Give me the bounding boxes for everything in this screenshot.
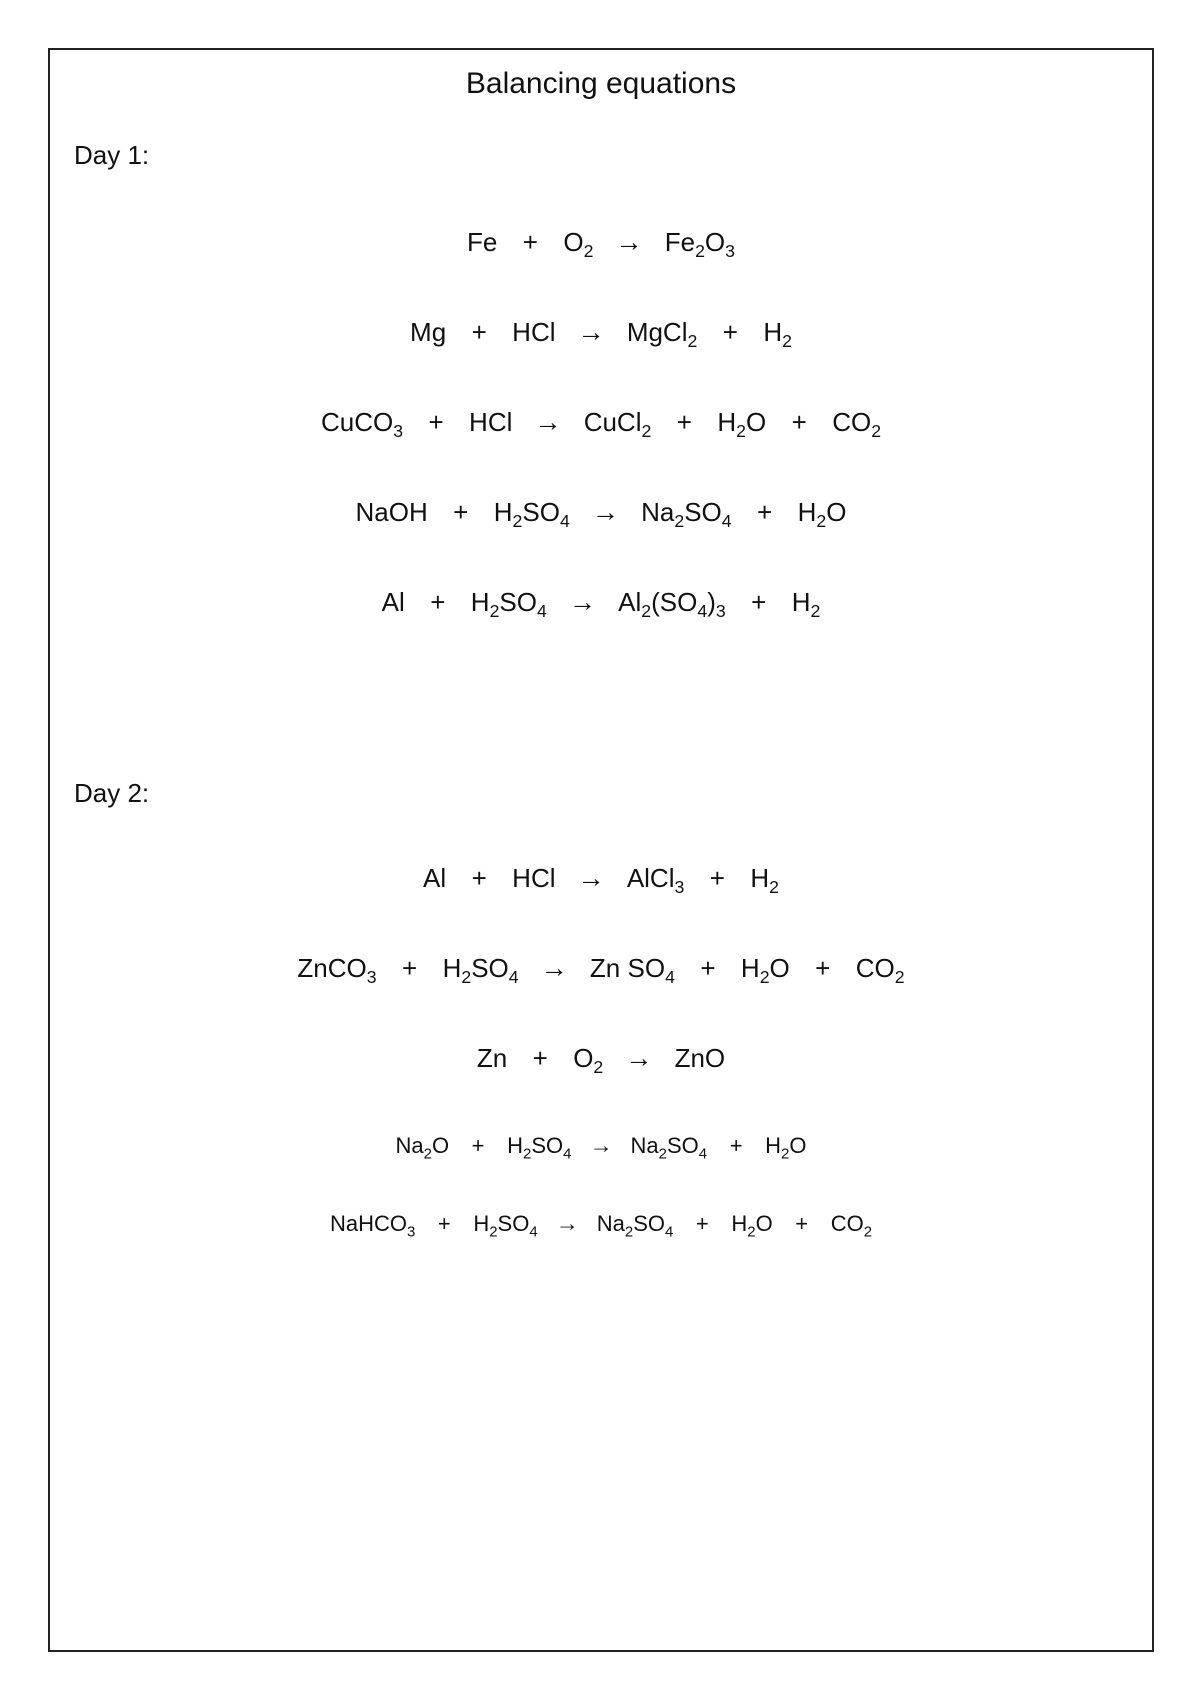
reactant-term: HCl (512, 863, 556, 893)
reactant-term: $H_2SO_4$ (493, 497, 570, 532)
plus-sign: + (453, 497, 469, 527)
equation-row (50, 862, 1152, 898)
product-term: $Al_2(SO_4)_3$ (618, 587, 726, 622)
equation-row (50, 586, 1152, 622)
plus-sign: + (815, 953, 831, 983)
plus-sign: + (471, 863, 487, 893)
yields-arrow-icon: → (577, 316, 605, 347)
reactant-term: Mg (410, 317, 447, 347)
reactant-term: $Na_2O$ (395, 1133, 450, 1163)
plus-sign: + (401, 953, 418, 983)
product-term: $H_2O$ (731, 1211, 773, 1241)
reactant-term: Al (381, 587, 405, 617)
plus-sign: + (428, 407, 444, 437)
reactant-term: $H_2SO_4$ (470, 587, 547, 622)
product-term: $H_2$ (763, 317, 792, 352)
equation-row (50, 952, 1152, 988)
product-term: $Na_2SO_4$ (630, 1133, 708, 1163)
reactant-term: Al (423, 863, 447, 893)
day-1-label: Day 1: (74, 140, 150, 170)
product-term: MgCl$_2$ (626, 317, 698, 352)
reactant-term: $H_2SO_4$ (442, 953, 519, 988)
plus-sign: + (695, 1211, 709, 1236)
worksheet (48, 48, 1154, 1652)
equation-row (50, 1042, 1152, 1078)
plus-sign: + (700, 953, 716, 983)
reactant-term: NaOH (355, 497, 428, 527)
equation-row (50, 226, 1152, 262)
product-term: $H_2$ (791, 587, 821, 622)
product-term: $H_2$ (750, 863, 779, 898)
reactant-term: NaHCO$_3$ (329, 1211, 416, 1241)
plus-sign: + (532, 1043, 548, 1073)
reactant-term: CuCO$_3$ (320, 407, 404, 442)
plus-sign: + (729, 1133, 743, 1158)
plus-sign: + (722, 317, 738, 347)
product-term: $H_2O$ (717, 407, 767, 442)
plus-sign: + (471, 1133, 485, 1158)
reactant-term: $O_2$ (563, 227, 594, 262)
yields-arrow-icon: → (568, 586, 597, 617)
yields-arrow-icon: → (577, 862, 605, 893)
reactant-term: HCl (469, 407, 513, 437)
product-term: $CO_2$ (832, 407, 882, 442)
yields-arrow-icon: → (589, 1132, 613, 1158)
plus-sign: + (676, 407, 692, 437)
plus-sign: + (791, 407, 807, 437)
product-term: ZnO (674, 1043, 726, 1073)
yields-arrow-icon: → (591, 496, 620, 527)
plus-sign: + (430, 587, 446, 617)
product-term: $H_2O$ (740, 953, 790, 988)
reactant-term: HCl (512, 317, 556, 347)
yields-arrow-icon: → (625, 1042, 653, 1073)
equation-row (50, 1210, 1152, 1240)
plus-sign: + (751, 587, 767, 617)
plus-sign: + (437, 1211, 451, 1236)
plus-sign: + (709, 863, 725, 893)
reactant-term: ZnCO$_3$ (297, 953, 377, 988)
equation-row (50, 496, 1152, 532)
reactant-term: Fe (467, 227, 498, 257)
reactant-term: $H_2SO_4$ (473, 1211, 538, 1241)
product-term: Zn $SO_4$ (589, 953, 675, 988)
product-term: $Na_2SO_4$ (641, 497, 732, 532)
reactant-term: $O_2$ (573, 1043, 604, 1078)
product-term: $H_2O$ (797, 497, 847, 532)
product-term: $H_2O$ (765, 1133, 807, 1163)
product-term: $Na_2SO_4$ (596, 1211, 674, 1241)
reactant-term: Zn (476, 1043, 508, 1073)
equation-row (50, 316, 1152, 352)
yields-arrow-icon: → (540, 952, 568, 983)
product-term: AlCl$_3$ (626, 863, 685, 898)
product-term: CuCl$_2$ (583, 407, 652, 442)
plus-sign: + (757, 497, 773, 527)
plus-sign: + (522, 227, 538, 257)
yields-arrow-icon: → (534, 406, 562, 437)
equation-row (50, 1132, 1152, 1162)
page-title: Balancing equations (465, 67, 737, 100)
reactant-term: $H_2SO_4$ (507, 1133, 572, 1163)
plus-sign: + (795, 1211, 809, 1236)
yields-arrow-icon: → (615, 226, 643, 257)
product-term: $CO_2$ (855, 953, 905, 988)
product-term: $Fe_2O_3$ (664, 227, 735, 262)
plus-sign: + (471, 317, 487, 347)
equation-row (50, 406, 1152, 442)
product-term: $CO_2$ (830, 1211, 873, 1241)
day-2-label: Day 2: (74, 778, 150, 808)
yields-arrow-icon: → (555, 1210, 579, 1236)
